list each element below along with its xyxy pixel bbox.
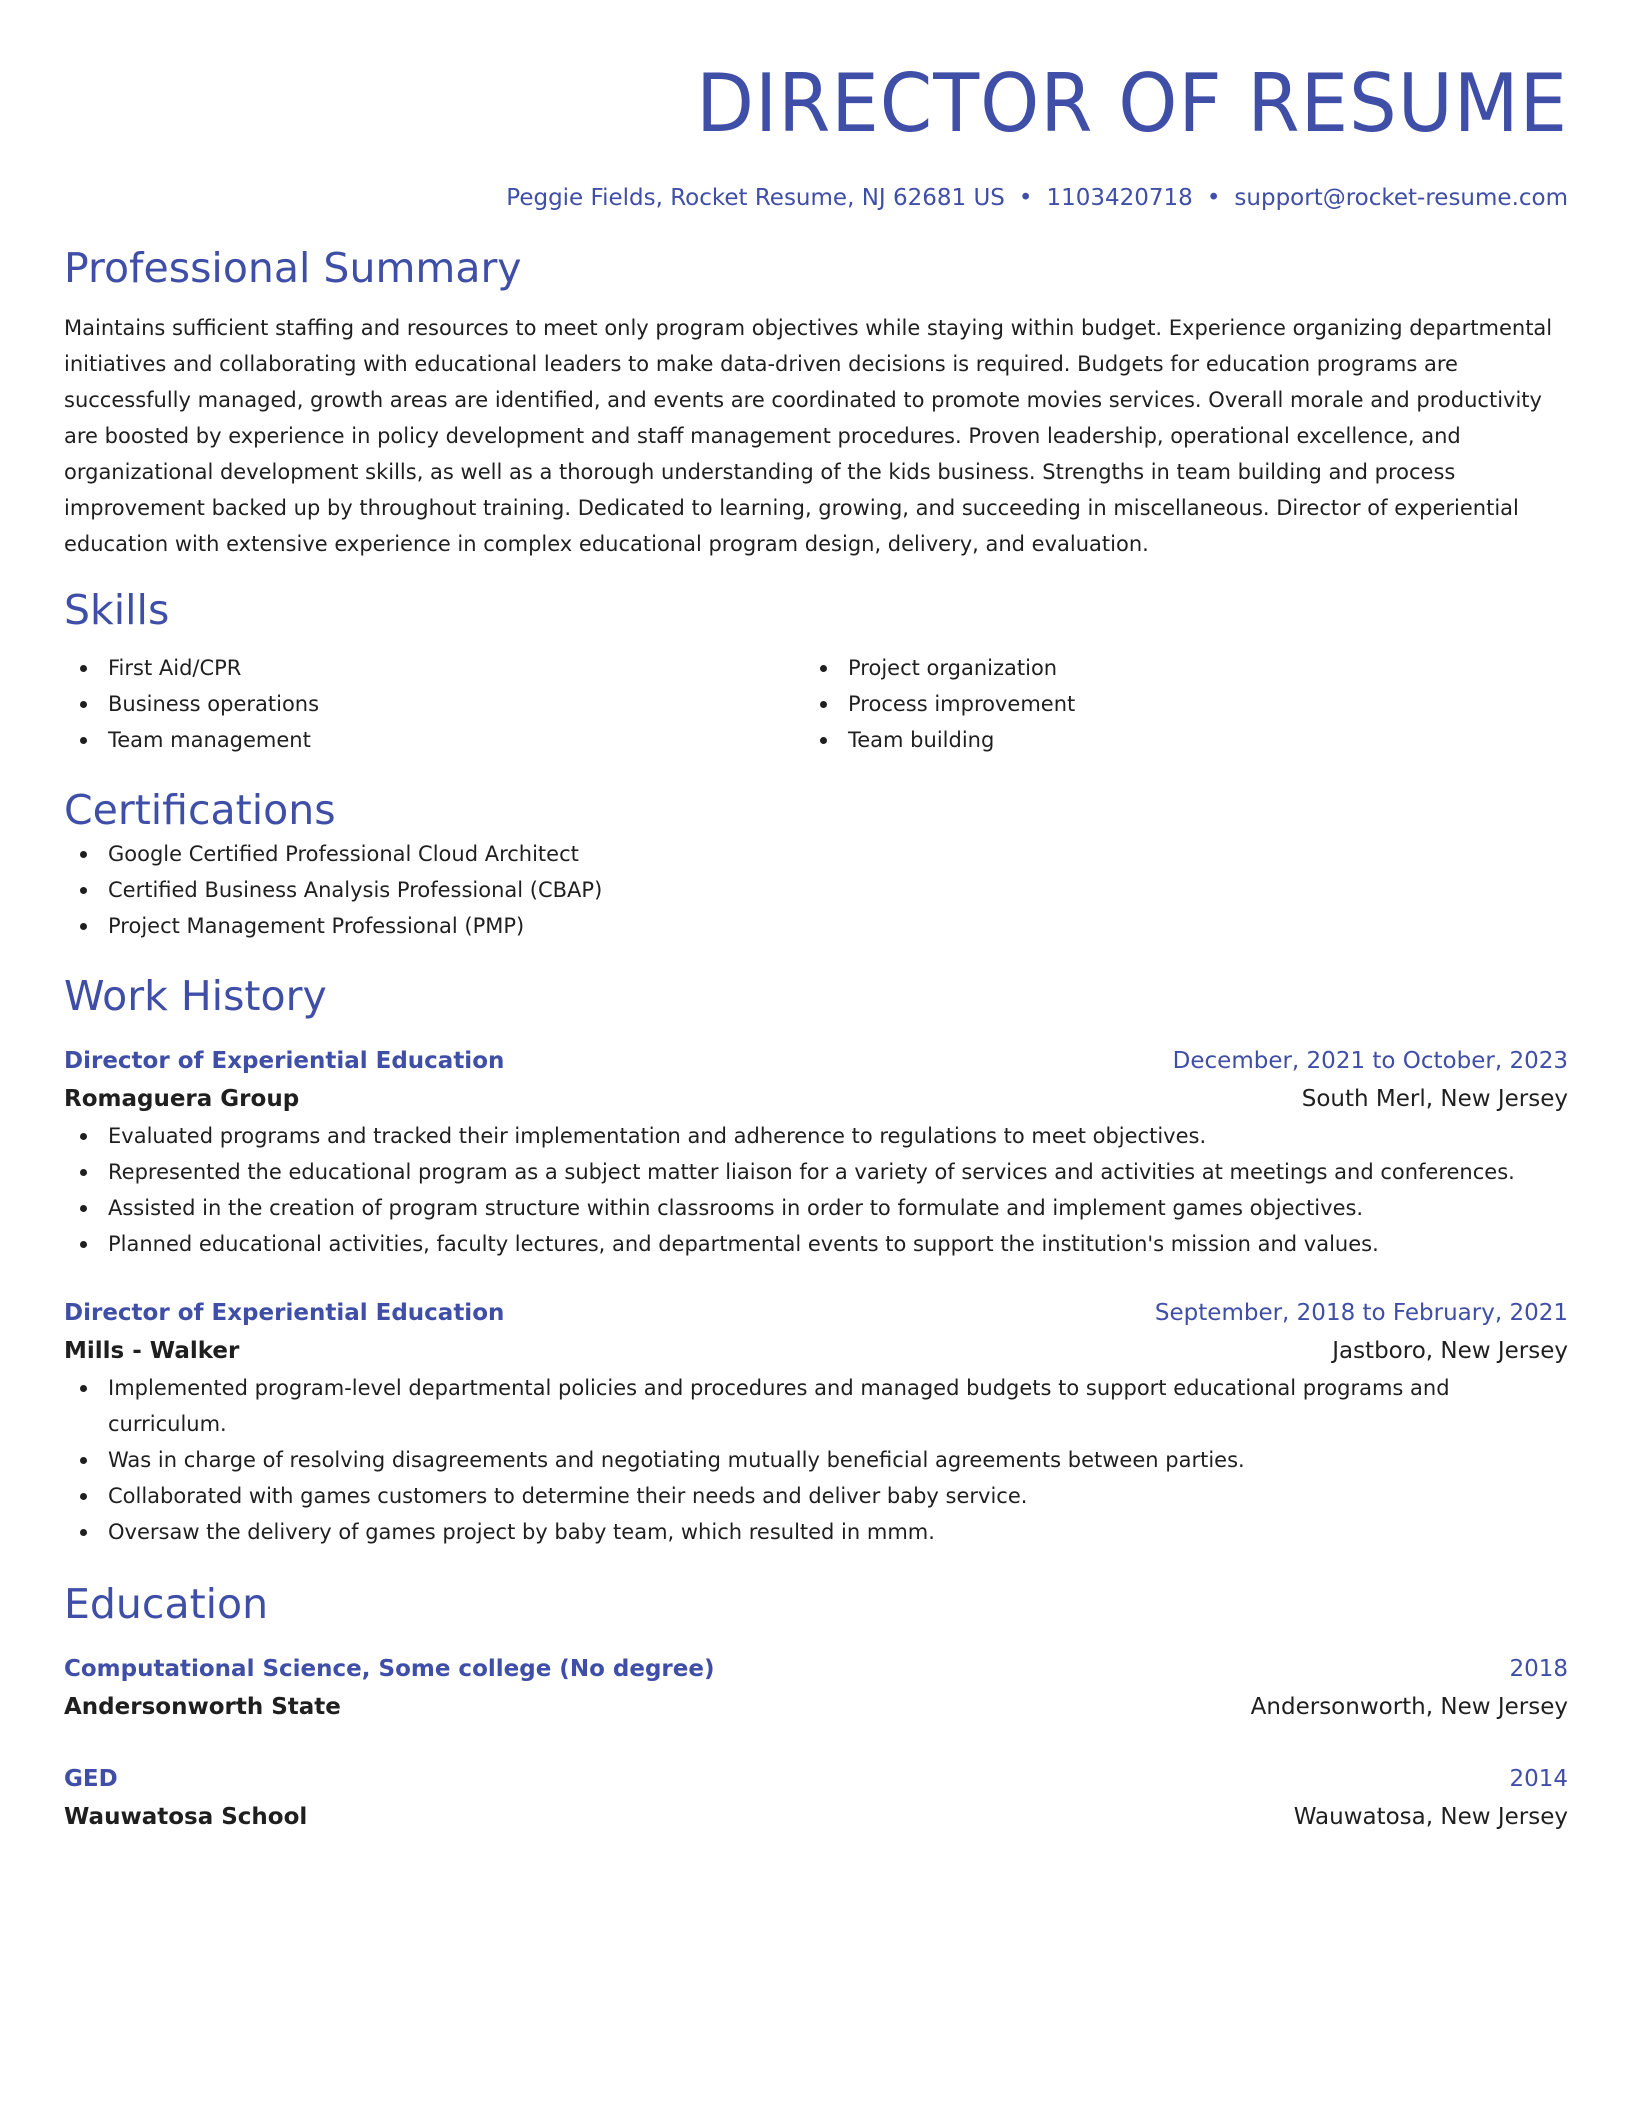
job-dates: December, 2021 to October, 2023 [1172,1048,1568,1074]
skill-item: Project organization [804,650,1544,686]
education-header-row [64,1760,1568,1798]
education-degree: GED [64,1766,118,1792]
job-bullet: Implemented program-level departmental policies and procedures and managed budgets to support educational programs and curriculum. [64,1370,1568,1442]
job-title: Director of Experiential Education [64,1048,505,1074]
candidate-name: DIRECTOR OF RESUME [696,57,1568,150]
education-school-row [64,1798,1568,1836]
skill-item: Team building [804,722,1544,758]
job-header-row [64,1042,1568,1080]
job-bullets [64,1118,1568,1262]
job-bullet: Oversaw the delivery of games project by baby team, which resulted in mmm. [64,1514,1568,1550]
job-bullets [64,1370,1568,1550]
job-bullet: Evaluated programs and tracked their implementation and adherence to regulations to meet objectives. [64,1118,1568,1154]
contact-email: support@rocket-resume.com [1234,185,1568,211]
contact-phone: 1103420718 [1046,185,1193,211]
certifications-list [64,836,1568,944]
skills-grid [64,650,1568,758]
skill-item: First Aid/CPR [64,650,804,686]
summary-heading: Professional Summary [64,244,522,292]
education-entry [64,1760,1568,1836]
job-entry [64,1294,1568,1550]
education-year: 2018 [1509,1656,1568,1682]
job-company: Mills - Walker [64,1338,240,1364]
education-heading: Education [64,1580,269,1628]
skill-item: Process improvement [804,686,1544,722]
job-title: Director of Experiential Education [64,1300,505,1326]
job-bullet: Assisted in the creation of program structure within classrooms in order to formulate and implement games objectives. [64,1190,1568,1226]
job-dates: September, 2018 to February, 2021 [1154,1300,1568,1326]
job-header-row [64,1294,1568,1332]
certification-item: Google Certified Professional Cloud Architect [64,836,1568,872]
skill-item: Business operations [64,686,804,722]
skill-item: Team management [64,722,804,758]
certifications-heading: Certifications [64,786,336,834]
education-location: Andersonworth, New Jersey [1250,1694,1568,1720]
education-school: Wauwatosa School [64,1804,308,1830]
contact-line [64,182,1568,214]
skills-heading: Skills [64,586,170,634]
contact-address: Peggie Fields, Rocket Resume, NJ 62681 US [506,185,1005,211]
certification-item: Certified Business Analysis Professional (CBAP) [64,872,1568,908]
job-location: South Merl, New Jersey [1301,1086,1568,1112]
job-bullet: Planned educational activities, faculty lectures, and departmental events to support the institution's mission and values. [64,1226,1568,1262]
job-company-row [64,1332,1568,1370]
summary-text: Maintains sufficient staffing and resources to meet only program objectives while staying within budget. Experience organizing departmental initiatives and collaborating with educational leaders to make data-driven decisions is required. Budgets for education programs are successfully managed, growth areas are identified, and events are coordinated to promote movies services. Overall morale and productivity are boosted by experience in policy development and staff management procedures. Proven leadership, operational excellence, and organizational development skills, as well as a thorough understanding of the kids business. Strengths in team building and process improvement backed up by throughout training. Dedicated to learning, growing, and succeeding in miscellaneous. Director of experiential education with extensive experience in complex educational program design, delivery, and evaluation. [64,316,1553,556]
job-entry [64,1042,1568,1262]
contact-separator: • [1206,185,1221,211]
resume-header [64,56,1568,214]
education-degree: Computational Science, Some college (No degree) [64,1656,715,1682]
education-location: Wauwatosa, New Jersey [1293,1804,1568,1830]
job-company-row [64,1080,1568,1118]
skills-list-left [64,650,804,758]
education-school: Andersonworth State [64,1694,341,1720]
education-school-row [64,1688,1568,1726]
education-header-row [64,1650,1568,1688]
job-bullet: Represented the educational program as a subject matter liaison for a variety of services and activities at meetings and conferences. [64,1154,1568,1190]
job-company: Romaguera Group [64,1086,300,1112]
job-bullet: Was in charge of resolving disagreements and negotiating mutually beneficial agreements between parties. [64,1442,1568,1478]
education-year: 2014 [1509,1766,1568,1792]
certification-item: Project Management Professional (PMP) [64,908,1568,944]
job-location: Jastboro, New Jersey [1332,1338,1568,1364]
contact-separator: • [1018,185,1033,211]
job-bullet: Collaborated with games customers to determine their needs and deliver baby service. [64,1478,1568,1514]
skills-list-right [804,650,1544,758]
work-history-heading: Work History [64,972,327,1020]
education-entry [64,1650,1568,1726]
